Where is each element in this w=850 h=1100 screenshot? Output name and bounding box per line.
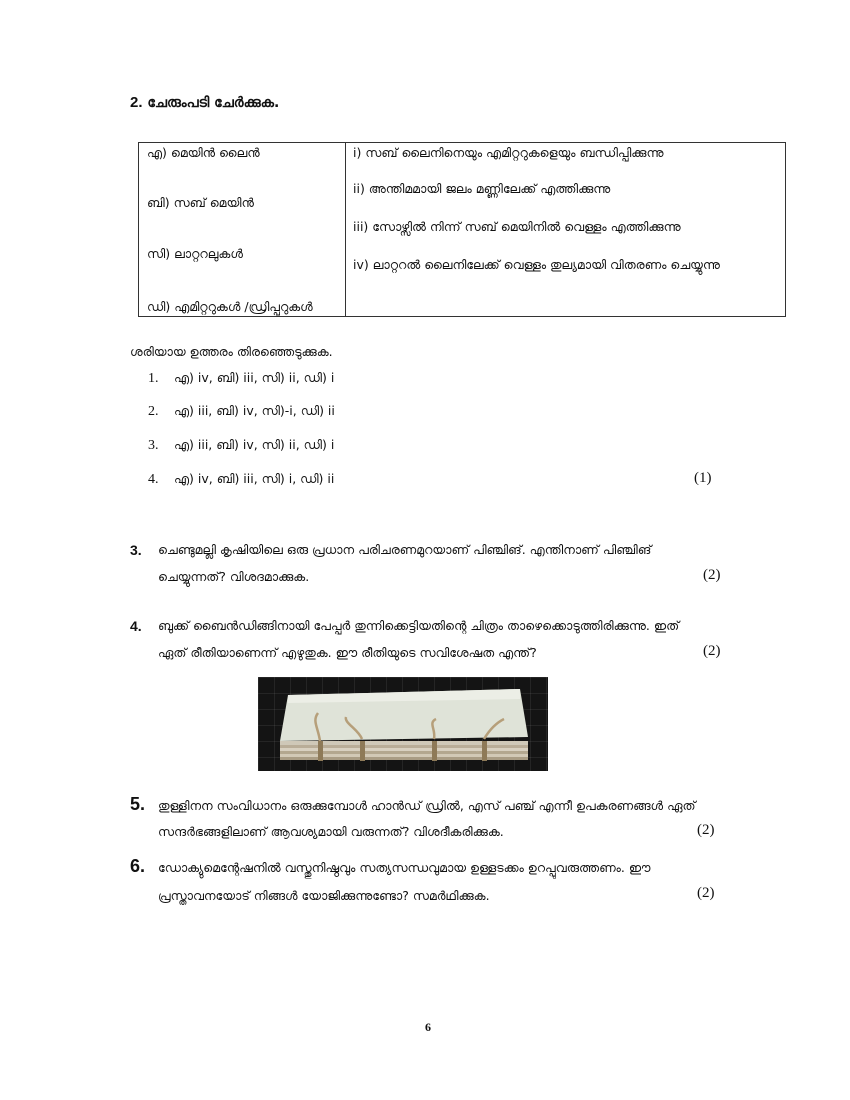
- right-item-iii: iii) സോഴ്സിൽ നിന്ന് സബ് മെയിനിൽ വെള്ളം എത്തിക്കുന്നു: [353, 219, 681, 234]
- option-text: എ) iii, ബി) iv, സി)-i, ഡി) ii: [174, 403, 335, 418]
- question-3-line-1: ചെണ്ടുമല്ലി കൃഷിയിലെ ഒരു പ്രധാന പരിചരണമുറയാണ് പിഞ്ചിങ്. എന്തിനാണ് പിഞ്ചിങ്: [158, 542, 652, 557]
- left-item-b: ബി) സബ് മെയിൻ: [147, 195, 254, 210]
- question-number: 2.: [130, 94, 143, 111]
- question-6-marks: (2): [697, 885, 715, 901]
- question-3-number: 3.: [130, 542, 142, 558]
- question-6-number: 6.: [130, 856, 146, 876]
- question-5-line-1: തുള്ളിനന സംവിധാനം ഒരുക്കുമ്പോൾ ഹാൻഡ് ഡ്രിൽ, എസ് പഞ്ച് എന്നീ ഉപകരണങ്ങൾ ഏത്: [158, 798, 696, 813]
- left-item-c: സി) ലാറ്ററലുകൾ: [147, 246, 243, 261]
- question-5-marks: (2): [697, 822, 715, 838]
- right-item-ii: ii) അന്തിമമായി ജലം മണ്ണിലേക്ക് എത്തിക്കുന്നു: [353, 181, 611, 196]
- option-number: 3.: [148, 438, 159, 453]
- match-table: [138, 142, 786, 317]
- option-1: [148, 370, 334, 387]
- question-6-line-1: ഡോക്യുമെന്റേഷനിൽ വസ്തുനിഷ്ഠവും സത്യസന്ധവുമായ ഉള്ളടക്കം ഉറപ്പുവരുത്തണം. ഈ: [158, 860, 651, 875]
- question-3-marks: (2): [703, 567, 721, 583]
- option-text: എ) iii, ബി) iv, സി) ii, ഡി) i: [174, 437, 335, 452]
- left-item-a: എ) മെയിൻ ലൈൻ: [147, 145, 260, 160]
- question-5-line-2: സന്ദർഭങ്ങളിലാണ് ആവശ്യമായി വരുന്നത്? വിശദീകരിക്കുക.: [158, 824, 504, 839]
- option-2: [148, 403, 335, 420]
- question-3-line-2: ചെയ്യുന്നത്? വിശദമാക്കുക.: [158, 569, 310, 584]
- option-number: 4.: [148, 472, 159, 487]
- question-4-marks: (2): [703, 643, 721, 659]
- question-4-number: 4.: [130, 618, 142, 634]
- choose-instruction: ശരിയായ ഉത്തരം തിരഞ്ഞെടുക്കുക.: [130, 344, 333, 359]
- question-text: ചേരുംപടി ചേർക്കുക.: [147, 95, 280, 111]
- question-6-line-2: പ്രസ്താവനയോട് നിങ്ങൾ യോജിക്കുന്നുണ്ടോ? സമർഥിക്കുക.: [158, 888, 490, 903]
- question-4-line-2: ഏത് രീതിയാണെന്ന് എഴുതുക. ഈ രീതിയുടെ സവിശേഷത എന്ത്?: [158, 645, 537, 660]
- question-5-number: 5.: [130, 794, 146, 814]
- left-item-d: ഡി) എമിറ്ററുകൾ /ഡ്രിപ്പറുകൾ: [147, 299, 313, 314]
- option-number: 2.: [148, 404, 159, 419]
- page-number: 6: [425, 1020, 431, 1034]
- option-4: [148, 471, 334, 488]
- stitched-book-illustration: [258, 677, 548, 771]
- question-2-title: [130, 94, 279, 111]
- book-binding-photo: [258, 677, 548, 771]
- option-3: [148, 437, 334, 454]
- question-2-marks: (1): [694, 470, 712, 486]
- question-4-line-1: ബുക്ക് ബൈൻഡിങ്ങിനായി പേപ്പർ തുന്നിക്കെട്ടിയതിന്റെ ചിത്രം താഴെക്കൊടുത്തിരിക്കുന്നു. ഇത്: [158, 618, 680, 633]
- right-item-iv: iv) ലാറ്ററൽ ലൈനിലേക്ക് വെള്ളം തുല്യമായി വിതരണം ചെയ്യുന്നു: [353, 257, 720, 272]
- right-item-i: i) സബ് ലൈനിനെയും എമിറ്ററുകളെയും ബന്ധിപ്പിക്കുന്നു: [353, 145, 664, 160]
- option-number: 1.: [148, 371, 159, 386]
- column-divider: [345, 143, 346, 316]
- option-text: എ) iv, ബി) iii, സി) i, ഡി) ii: [174, 471, 335, 486]
- option-text: എ) iv, ബി) iii, സി) ii, ഡി) i: [174, 370, 335, 385]
